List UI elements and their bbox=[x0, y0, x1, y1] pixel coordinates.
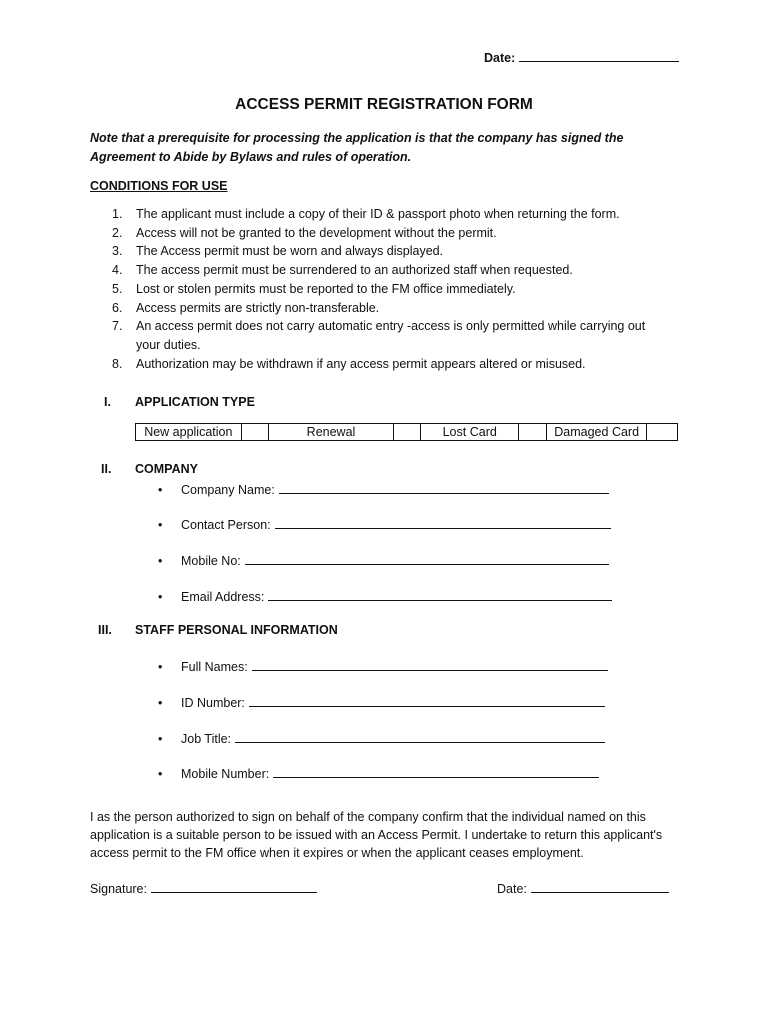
company-name-row bbox=[158, 481, 609, 497]
section-2-number: II. bbox=[101, 462, 112, 476]
id-number-field[interactable] bbox=[249, 694, 605, 707]
mobile-no-label: Mobile No: bbox=[181, 554, 241, 568]
email-address-field[interactable] bbox=[268, 588, 612, 601]
contact-person-field[interactable] bbox=[275, 516, 611, 529]
footer-date-row bbox=[497, 880, 669, 896]
signature-field[interactable] bbox=[151, 880, 317, 893]
mobile-number-label: Mobile Number: bbox=[181, 767, 270, 781]
email-address-row bbox=[158, 588, 612, 604]
condition-item: 4. The access permit must be surrendered to an authorized staff when requested. bbox=[112, 263, 573, 278]
option-renewal-label: Renewal bbox=[269, 424, 393, 441]
contact-person-label: Contact Person: bbox=[181, 518, 271, 532]
section-3-number: III. bbox=[98, 623, 112, 637]
email-address-label: Email Address: bbox=[181, 590, 265, 604]
footer-date-field[interactable] bbox=[531, 880, 669, 893]
prerequisite-note: Note that a prerequisite for processing the application is that the company has signed the Agreement to Abide by Bylaws and rules of operation. bbox=[90, 131, 624, 164]
mobile-no-row bbox=[158, 552, 609, 568]
bullet-icon: • bbox=[158, 590, 163, 604]
header-date-field[interactable] bbox=[519, 49, 679, 62]
footer-date-label: Date: bbox=[497, 882, 527, 896]
option-damaged-card-label: Damaged Card bbox=[546, 424, 647, 441]
job-title-row bbox=[158, 730, 605, 746]
job-title-field[interactable] bbox=[235, 730, 605, 743]
form-title: ACCESS PERMIT REGISTRATION FORM bbox=[235, 96, 533, 113]
section-2-title: COMPANY bbox=[135, 462, 198, 476]
company-name-label: Company Name: bbox=[181, 483, 275, 497]
header-date-label: Date: bbox=[484, 51, 516, 65]
bullet-icon: • bbox=[158, 660, 163, 674]
section-1-number: I. bbox=[104, 395, 111, 409]
condition-item: 6. Access permits are strictly non-transferable. bbox=[112, 300, 380, 315]
condition-item: 1. The applicant must include a copy of their ID & passport photo when returning the form. bbox=[112, 207, 620, 221]
signature-row bbox=[90, 880, 317, 896]
bullet-icon: • bbox=[158, 518, 163, 532]
option-lost-card-checkbox[interactable] bbox=[519, 424, 547, 441]
condition-item: 2. Access will not be granted to the development without the permit. bbox=[112, 225, 497, 240]
bullet-icon: • bbox=[158, 767, 163, 781]
section-1-title: APPLICATION TYPE bbox=[135, 395, 255, 409]
mobile-number-field[interactable] bbox=[273, 765, 599, 778]
condition-item: 8. Authorization may be withdrawn if any access permit appears altered or misused. bbox=[112, 356, 586, 371]
header-date bbox=[484, 49, 679, 65]
id-number-label: ID Number: bbox=[181, 696, 245, 710]
bullet-icon: • bbox=[158, 696, 163, 710]
job-title-label: Job Title: bbox=[181, 732, 232, 746]
condition-item: 5. Lost or stolen permits must be reported to the FM office immediately. bbox=[112, 281, 516, 296]
bullet-icon: • bbox=[158, 554, 163, 568]
option-new-application-label: New application bbox=[136, 424, 242, 441]
option-new-application-checkbox[interactable] bbox=[241, 424, 269, 441]
option-damaged-card-checkbox[interactable] bbox=[647, 424, 678, 441]
condition-item: 7. An access permit does not carry automatic entry -access is only permitted while carrying out your duties. bbox=[112, 319, 646, 352]
bullet-icon: • bbox=[158, 732, 163, 746]
option-renewal-checkbox[interactable] bbox=[393, 424, 421, 441]
company-name-field[interactable] bbox=[279, 481, 609, 494]
conditions-heading: CONDITIONS FOR USE bbox=[90, 179, 228, 193]
full-names-label: Full Names: bbox=[181, 660, 248, 674]
option-lost-card-label: Lost Card bbox=[421, 424, 519, 441]
application-type-table bbox=[135, 423, 678, 441]
mobile-number-row bbox=[158, 765, 599, 781]
id-number-row bbox=[158, 694, 605, 710]
bullet-icon: • bbox=[158, 483, 163, 497]
section-3-title: STAFF PERSONAL INFORMATION bbox=[135, 623, 338, 637]
full-names-field[interactable] bbox=[252, 658, 608, 671]
full-names-row bbox=[158, 658, 608, 674]
mobile-no-field[interactable] bbox=[245, 552, 609, 565]
declaration-text: I as the person authorized to sign on behalf of the company confirm that the individual named on this application is a suitable person to be issued with an Access Permit. I undertake to return this applicant's access permit to the FM office when it expires or when the applicant ceases employment. bbox=[90, 810, 663, 860]
conditions-list bbox=[90, 205, 696, 373]
condition-item: 3. The Access permit must be worn and always displayed. bbox=[112, 244, 444, 259]
contact-person-row bbox=[158, 516, 611, 532]
signature-label: Signature: bbox=[90, 882, 147, 896]
